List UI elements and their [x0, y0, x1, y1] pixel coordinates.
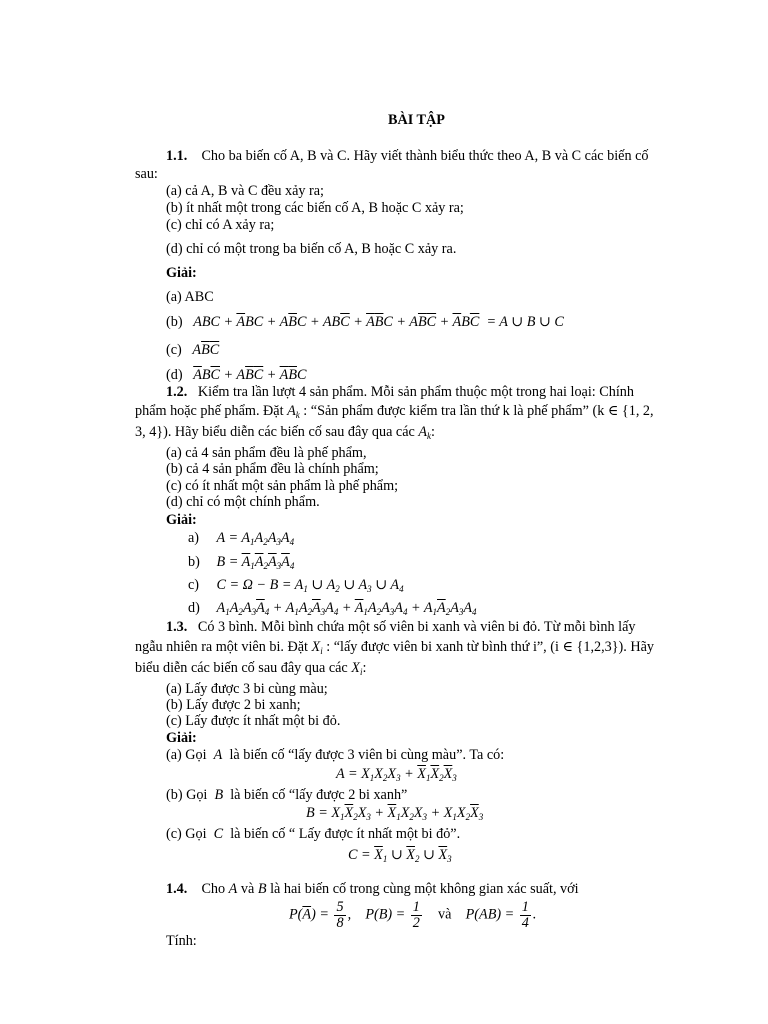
solution-item-label: c)	[188, 577, 200, 593]
text-segment: :	[362, 660, 367, 676]
exercise-number: 1.3.	[166, 619, 188, 635]
list-item: (d) chỉ có một trong ba biến cố A, B hoặc C xảy ra.	[166, 241, 457, 257]
exercise-1-1-line-2: sau:	[135, 166, 158, 182]
exercise-1-2-line-3	[135, 425, 435, 439]
math-ak: $A_k$	[287, 403, 300, 420]
text-segment: là hai biến cố trong cùng một không gian xác suất, với	[266, 881, 579, 897]
list-item: (b) ít nhất một trong các biến cố A, B hoặc C xảy ra;	[166, 200, 464, 216]
formula-c: $C = \overline{X}_1$ ∪ $\overline{X}_2$ ∪ $\overline{X}_3$	[348, 847, 452, 864]
list-item: (a) cả A, B và C đều xảy ra;	[166, 183, 324, 199]
list-item: (b) cả 4 sản phẩm đều là chính phẩm;	[166, 461, 379, 477]
solution-label-b: (b)	[166, 314, 183, 330]
solution-d	[166, 368, 306, 382]
formula-c: $C = \Omega - B = A_1$ ∪ $A_2$ ∪ $A_3$ ∪ $A_4$	[216, 577, 404, 594]
text-segment: Cho	[201, 881, 229, 897]
fraction-numerator: 1	[412, 899, 420, 915]
text-segment: : “Sản phẩm được kiểm tra lần thứ k là phế phẩm” (k ∈ {1, 2,	[299, 403, 654, 419]
math-b: B	[210, 787, 227, 803]
text-segment: biểu diễn các biến cố sau đây qua các	[135, 660, 352, 676]
solution-b	[166, 788, 407, 802]
exercise-text: Có 3 bình. Mỗi bình chứa một số viên bi xanh và viên bi đỏ. Từ mỗi bình lấy	[197, 619, 636, 635]
solution-item-label: a)	[188, 530, 200, 546]
math-xi: $X_i$	[311, 639, 323, 656]
formula-b: ABC + $\overline{A}BC + A\overline{B}C + AB\overline{C} + \overline{A}\overline{B}C + A\overline{B}\overline{C} + \overline{A}B\overline{C} = A$ ∪ B ∪ C	[193, 314, 564, 330]
exercise-text: Kiểm tra lần lượt 4 sản phẩm. Mỗi sản phẩm thuộc một trong hai loại: Chính	[197, 384, 634, 400]
exercise-1-3-line-3	[135, 661, 366, 675]
fraction-numerator: 5	[336, 899, 344, 915]
text-segment: là biến cố “ Lấy được ít nhất một bi đỏ”.	[226, 826, 461, 842]
list-item: (c) Lấy được ít nhất một bi đỏ.	[166, 713, 341, 729]
solution-label-c: (c)	[166, 342, 182, 358]
solution-item-label: d)	[188, 600, 200, 616]
exercise-number: 1.4.	[166, 881, 188, 897]
list-item: (a) cả 4 sản phẩm đều là phế phẩm,	[166, 445, 367, 461]
list-item: (d) chỉ có một chính phẩm.	[166, 494, 320, 510]
formula-a: $A = A_1A_2A_3A_4$	[216, 530, 295, 547]
solution-item-label: b)	[188, 554, 200, 570]
formula-d: $\overline{A}B\overline{C} + A\overline{B}\overline{C} + \overline{A}\overline{B}C$	[193, 367, 307, 383]
fraction-denominator: 2	[412, 914, 420, 931]
page-title: BÀI TẬP	[388, 112, 445, 128]
exercise-text: Cho ba biến cố A, B và C. Hãy viết thành biểu thức theo A, B và C các biến cố	[201, 148, 649, 164]
text-segment: 3, 4}). Hãy biểu diễn các biến cố sau đây qua các	[135, 424, 419, 440]
list-item: (a) Lấy được 3 bi cùng màu;	[166, 681, 328, 697]
exercise-number: 1.1.	[166, 148, 188, 164]
formula-b: $B = \overline{A}_1\overline{A}_2\overline{A}_3\overline{A}_4$	[216, 554, 295, 571]
formula-d: $A_1A_2A_3\overline{A}_4 + A_1A_2\overline{A}_3A_4 + \overline{A}_1A_2A_3A_4 + A_1\overline{A}_2A_3A_4$	[216, 600, 477, 617]
math-xi: $X_i$	[351, 660, 363, 677]
list-item: (c) chỉ có A xảy ra;	[166, 217, 275, 233]
exercise-1-2-line-1	[166, 385, 634, 399]
exercise-1-4-line-1	[166, 882, 579, 896]
fraction-denominator: 8	[336, 914, 344, 931]
text-segment: là biến cố “lấy được 2 bi xanh”	[226, 787, 408, 803]
list-item: (b) Lấy được 2 bi xanh;	[166, 697, 301, 713]
exercise-1-3-line-2	[135, 640, 654, 654]
solution-a	[166, 748, 504, 762]
solution-label: Giải:	[166, 730, 197, 746]
text-segment: và	[438, 906, 452, 923]
solution-label: Giải:	[166, 512, 197, 528]
solution-c	[188, 578, 404, 592]
fraction-pa	[334, 900, 345, 931]
exercise-number: 1.2.	[166, 384, 188, 400]
solution-c	[166, 343, 219, 357]
text-segment: (a) Gọi	[166, 747, 211, 763]
math-c: C	[210, 826, 227, 842]
fraction-numerator: 1	[521, 899, 529, 915]
text-segment: :	[431, 424, 435, 440]
solution-b	[188, 555, 294, 569]
text-segment: là biến cố “lấy được 3 viên bi cùng màu”. Ta có:	[225, 747, 505, 763]
text-segment: (b) Gọi	[166, 787, 211, 803]
solution-label-d: (d)	[166, 367, 183, 383]
text-segment: ngẫu nhiên ra một viên bi. Đặt	[135, 639, 312, 655]
fraction-pab	[520, 900, 531, 931]
math-a: A	[210, 747, 226, 763]
list-item: (c) có ít nhất một sản phẩm là phế phẩm;	[166, 478, 399, 494]
tinh-label: Tính:	[166, 933, 197, 949]
fraction-denominator: 4	[521, 914, 529, 931]
solution-c	[166, 827, 460, 841]
formula-a: $A = X_1X_2X_3 + \overline{X}_1\overline{X}_2\overline{X}_3$	[336, 766, 457, 783]
text-segment: (c) Gọi	[166, 826, 211, 842]
text-segment: phẩm hoặc phế phẩm. Đặt	[135, 403, 288, 419]
solution-a: (a) ABC	[166, 289, 214, 305]
exercise-1-1-line-1	[166, 149, 648, 163]
text-segment: : “lấy được viên bi xanh từ bình thứ i”, (i ∈ {1,2,3}). Hãy	[322, 639, 654, 655]
text-segment: và	[237, 881, 258, 897]
formula-c: $A\overline{B}\overline{C}$	[192, 342, 220, 358]
solution-b	[166, 315, 564, 329]
solution-a	[188, 531, 294, 545]
exercise-1-2-line-2	[135, 404, 654, 418]
formula-b: $B = X_1\overline{X}_2X_3 + \overline{X}_1X_2X_3 + X_1X_2\overline{X}_3$	[306, 805, 484, 822]
math-ak: $A_k$	[418, 424, 432, 441]
exercise-1-3-line-1	[166, 620, 635, 634]
math-b: B	[257, 881, 267, 897]
probability-formulas: $P(\overline{A})$ = $\frac{5}{8}$ , P(B) = $\frac{1}{2}$ và P(AB) = $\frac{1}{4}$ .	[289, 899, 537, 931]
math-a: A	[228, 881, 238, 897]
fraction-pb	[411, 900, 422, 931]
solution-label: Giải:	[166, 265, 197, 281]
solution-d	[188, 601, 477, 615]
